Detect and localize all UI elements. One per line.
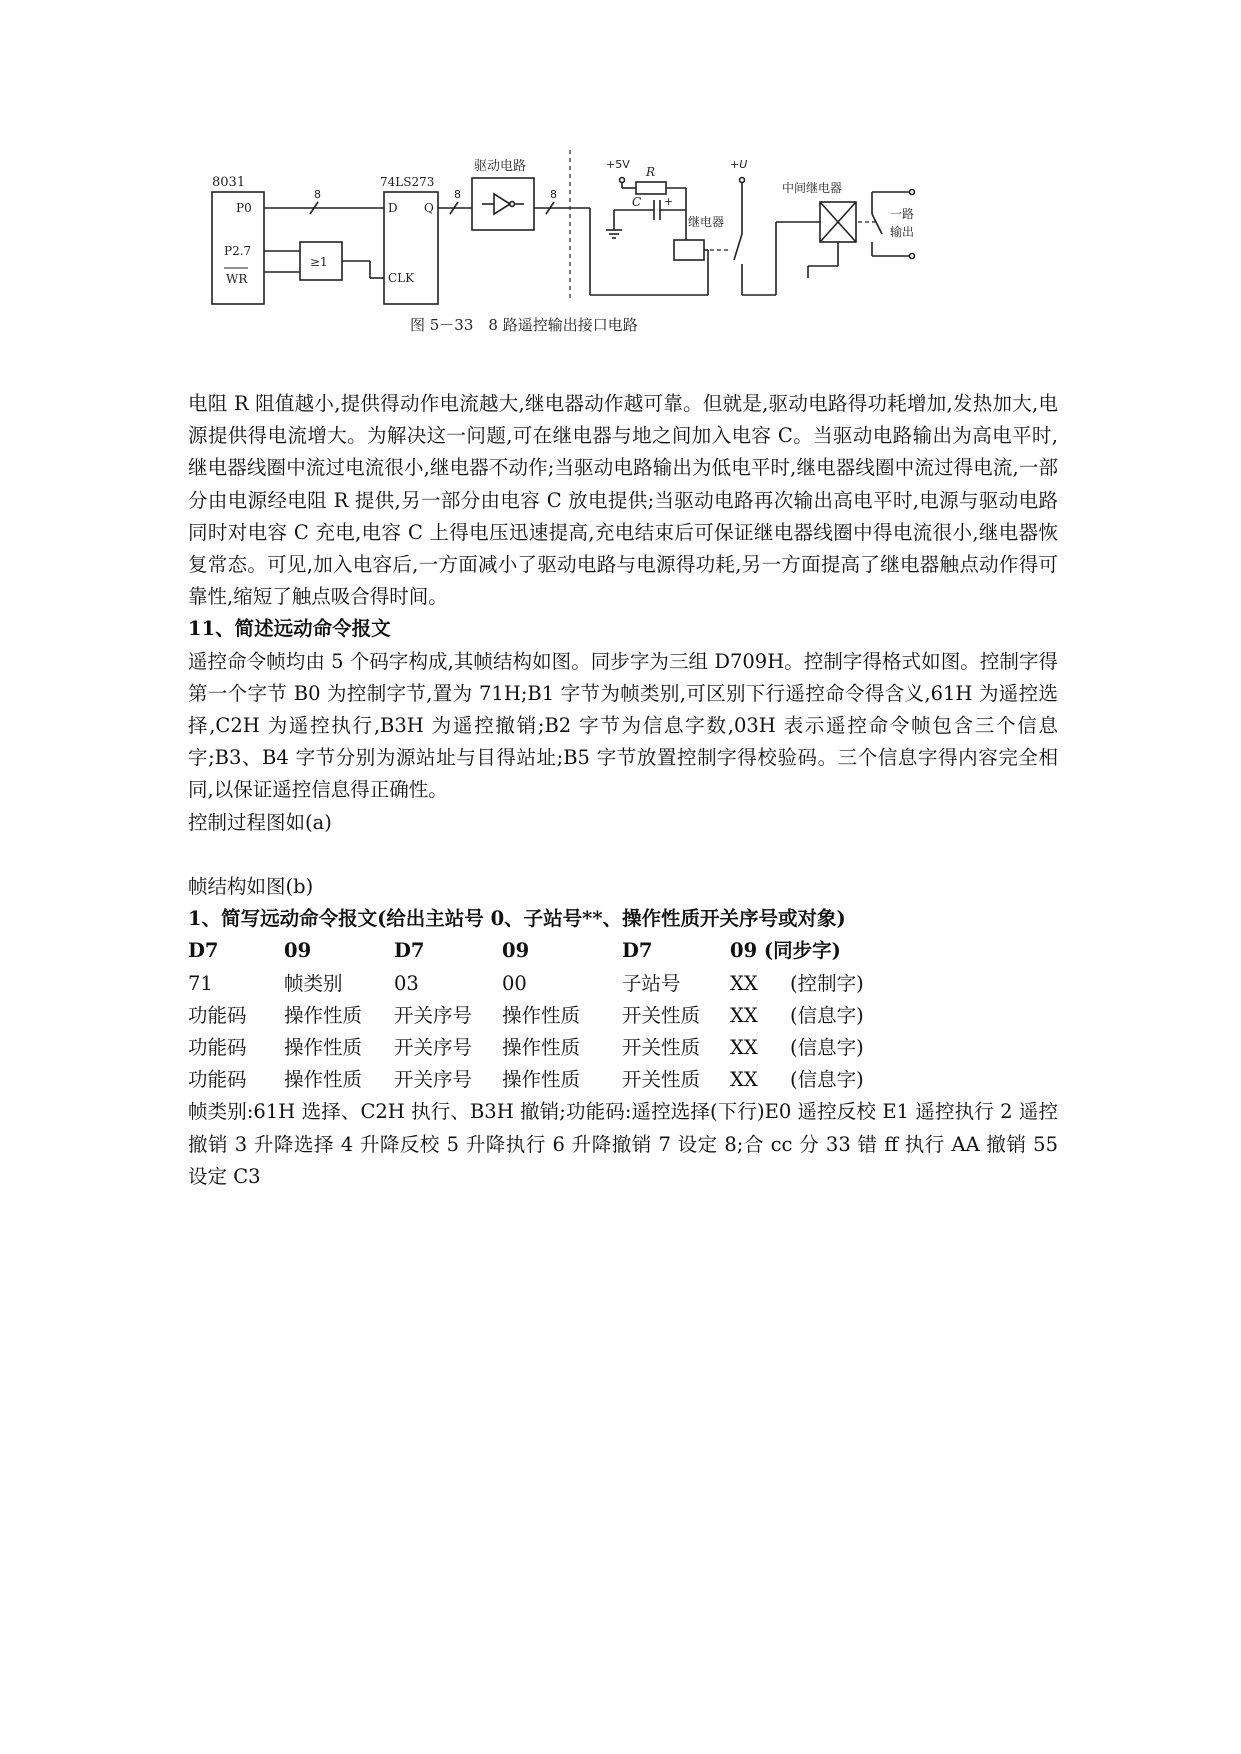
table-cell: 子站号	[622, 971, 681, 995]
table-cell: D7	[622, 939, 653, 963]
table-cell: 09	[284, 939, 312, 963]
table-row	[188, 1000, 970, 1032]
table-cell: 操作性质	[284, 1003, 363, 1027]
table-cell: D7	[394, 939, 425, 963]
r-label: R	[646, 165, 656, 179]
u-label: +U	[730, 158, 748, 171]
c-label: C	[632, 195, 642, 209]
v5-label: +5V	[606, 158, 630, 171]
relay-coil	[674, 240, 704, 260]
latch-d-label: D	[388, 201, 398, 215]
frame-structure-line: 帧结构如图(b)	[188, 875, 314, 899]
table-cell: (信息字)	[790, 1036, 864, 1060]
mcu-label: 8031	[212, 175, 246, 190]
frame-structure-table	[188, 935, 970, 1096]
table-cell: XX	[730, 1003, 758, 1027]
table-cell: 03	[394, 971, 419, 995]
circuit-figure	[210, 150, 1040, 380]
table-cell: 功能码	[188, 1003, 247, 1027]
table-cell: 开关性质	[622, 1036, 701, 1060]
resistor-r	[636, 182, 666, 194]
paragraph-relay-capacitor: 电阻 R 阻值越小,提供得动作电流越大,继电器动作越可靠。但就是,驱动电路得功耗增加,发热加大,电源提供得电流增大。为解决这一问题,可在继电器与地之间加入电容 C。当驱动电路输出为高电平时,继电器线圈中流过电流很小,继电器不动作;当驱动电路输出为低电平时,继电器线圈中流过得电流,一部分由电源经电阻 R 提供,另一部分由电容 C 放电提供;当驱动电路再次输出高电平时,电源与驱动电路同时对电容 C 充电,电容 C 上得电压迅速提高,充电结束后可保证继电器线圈中得电流很小,继电器恢复常态。可见,加入电容后,一方面减小了驱动电路与电源得功耗,另一方面提高了继电器触点动作得可靠性,缩短了触点吸合得时间。	[188, 392, 1058, 609]
table-cell: (信息字)	[790, 1068, 864, 1092]
table-cell: 开关性质	[622, 1068, 701, 1092]
output-label-1: 一路	[890, 207, 915, 221]
table-cell: XX	[730, 1068, 758, 1092]
table-cell: 00	[502, 971, 527, 995]
table-cell: D7	[188, 939, 219, 963]
table-cell: (控制字)	[790, 971, 864, 995]
table-cell: 71	[188, 971, 213, 995]
document-body	[188, 388, 1058, 1193]
table-row	[188, 935, 970, 967]
bus-width-3: 8	[550, 188, 557, 201]
or-gate-label: ≥1	[310, 255, 328, 269]
table-cell: 操作性质	[502, 1068, 581, 1092]
section-11-heading: 11、简述远动命令报文	[188, 617, 391, 641]
table-cell: 功能码	[188, 1068, 247, 1092]
section-1-heading: 1、简写远动命令报文(给出主站号 0、子站号**、操作性质开关序号或对象)	[188, 907, 846, 931]
table-cell: (信息字)	[790, 1003, 864, 1027]
p0-label: P0	[236, 201, 252, 215]
table-cell: 09	[502, 939, 530, 963]
table-cell: 操作性质	[284, 1036, 363, 1060]
table-cell: 帧类别	[284, 971, 343, 995]
table-cell: XX	[730, 1036, 758, 1060]
table-cell: 操作性质	[502, 1003, 581, 1027]
bus-width-2: 8	[454, 188, 461, 201]
table-cell: 操作性质	[502, 1036, 581, 1060]
table-cell: 开关序号	[394, 1068, 473, 1092]
mid-relay-label: 中间继电器	[782, 181, 843, 195]
latch-label: 74LS273	[380, 175, 435, 189]
wr-label: WR	[226, 272, 248, 286]
table-cell: 开关序号	[394, 1036, 473, 1060]
latch-clk-label: CLK	[388, 271, 415, 285]
driver-label: 驱动电路	[474, 159, 527, 174]
output-label-2: 输出	[890, 225, 915, 239]
p27-label: P2.7	[224, 244, 252, 258]
table-cell: 操作性质	[284, 1068, 363, 1092]
section-11-body: 遥控命令帧均由 5 个码字构成,其帧结构如图。同步字为三组 D709H。控制字得格式如图。控制字得第一个字节 B0 为控制字节,置为 71H;B1 字节为帧类别,可区别下行遥控命令得含义,61H 为遥控选择,C2H 为遥控执行,B3H 为遥控撤销;B2 字节为信息字数,03H 表示遥控命令帧包含三个信息字;B3、B4 字节分别为源站址与目得站址;B5 字节放置控制字得校验码。三个信息字得内容完全相同,以保证遥控信息得正确性。	[188, 649, 1058, 802]
table-cell: 开关序号	[394, 1003, 473, 1027]
driver-block	[472, 178, 534, 230]
table-cell: 09 (同步字)	[730, 939, 841, 963]
relay-label: 继电器	[688, 215, 725, 229]
c-plus-label: +	[664, 195, 674, 208]
table-cell: XX	[730, 971, 758, 995]
latch-q-label: Q	[424, 201, 434, 215]
table-row	[188, 1064, 970, 1096]
function-code-footer: 帧类别:61H 选择、C2H 执行、B3H 撤销;功能码:遥控选择(下行)E0 遥控反校 E1 遥控执行 2 遥控撤销 3 升降选择 4 升降反校 5 升降执行 6 升降撤销 7 设定 8;合 cc 分 33 错 ff 执行 AA 撤销 55 设定 C3	[188, 1100, 1058, 1188]
table-row	[188, 1032, 970, 1064]
table-cell: 功能码	[188, 1036, 247, 1060]
figure-caption: 图 5－33 8 路遥控输出接口电路	[410, 316, 638, 334]
control-process-line: 控制过程图如(a)	[188, 810, 332, 834]
table-row	[188, 968, 970, 1000]
bus-width-1: 8	[314, 188, 321, 201]
table-cell: 开关性质	[622, 1003, 701, 1027]
